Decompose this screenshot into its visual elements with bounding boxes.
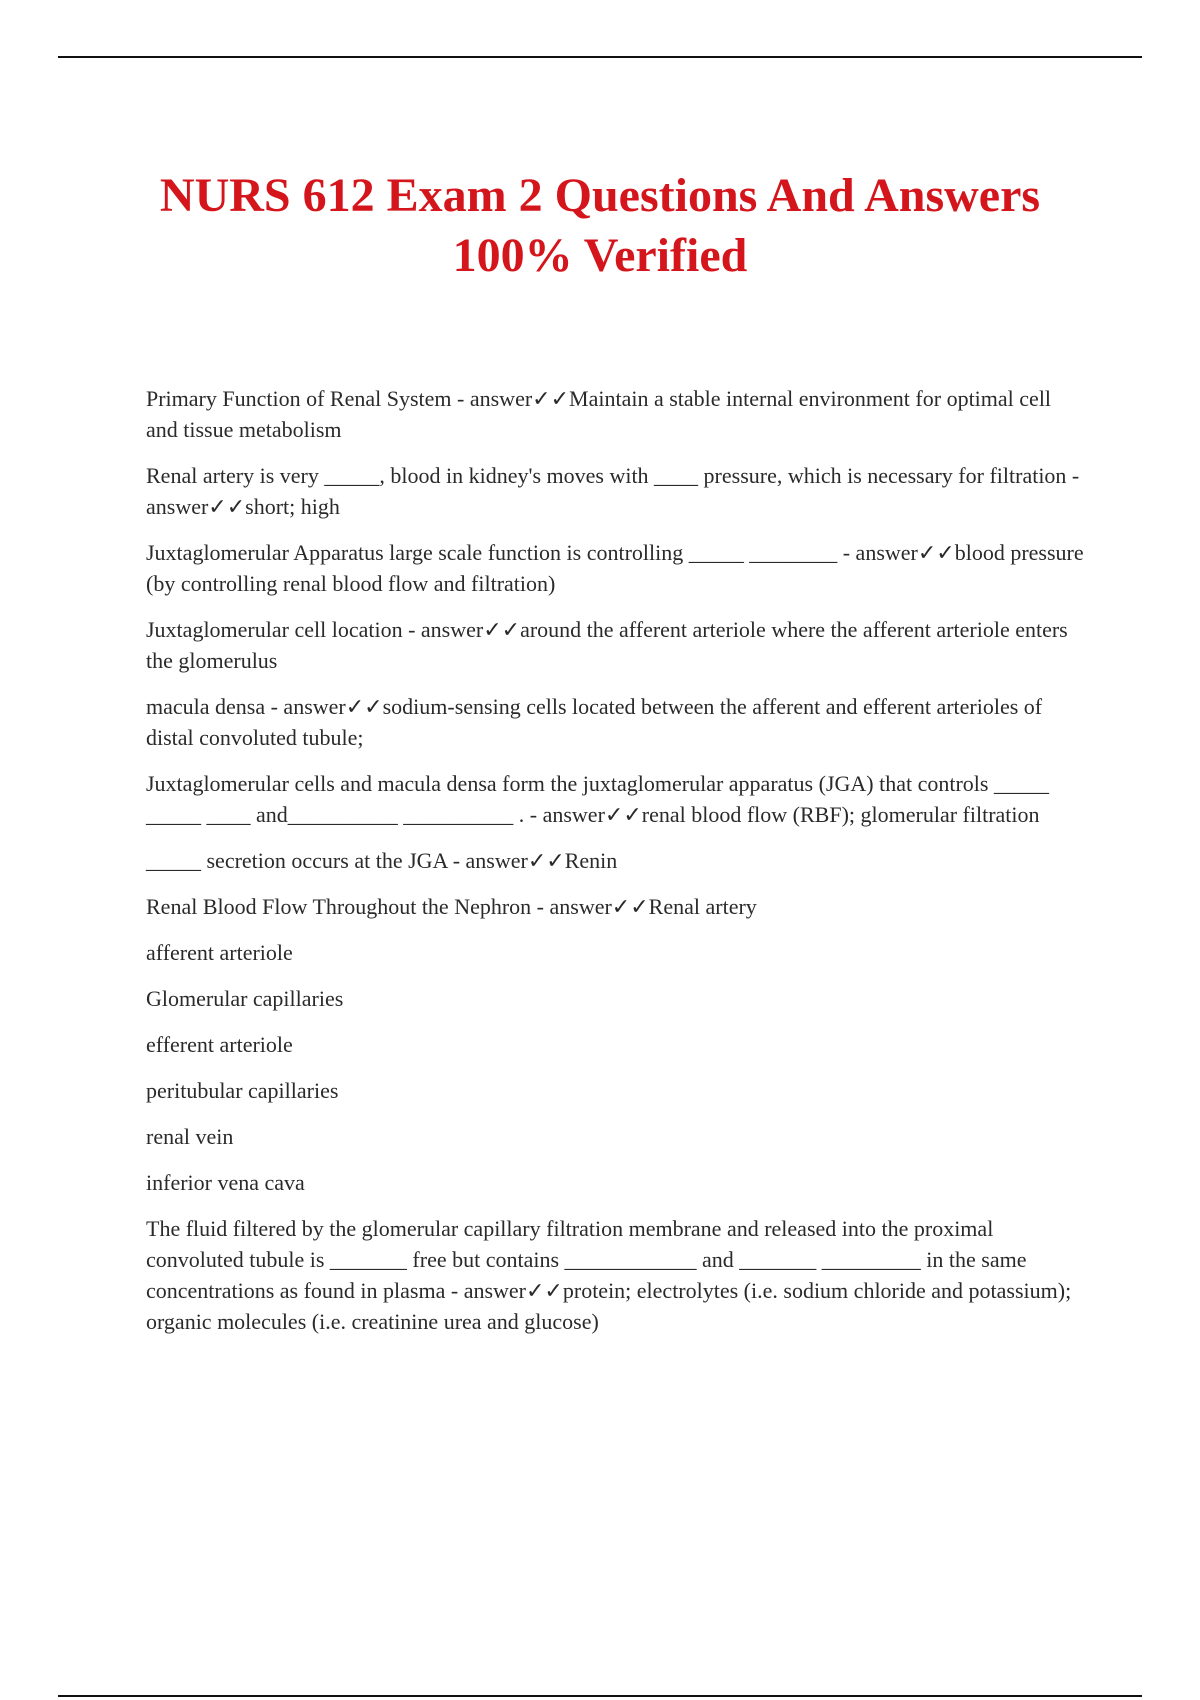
- qa-entry-4: Juxtaglomerular cell location - answer✓✓around the afferent arteriole where the afferent arteriole enters the glomerulus: [146, 617, 1068, 673]
- title-line-1: NURS 612 Exam 2 Questions And Answers: [159, 169, 1041, 222]
- flow-step-efferent-arteriole: efferent arteriole: [146, 1032, 293, 1057]
- flow-step-afferent-arteriole: afferent arteriole: [146, 940, 293, 965]
- qa-entry-7: _____ secretion occurs at the JGA - answer✓✓Renin: [146, 848, 618, 873]
- flow-step-renal-vein: renal vein: [146, 1124, 234, 1149]
- qa-entry-3: Juxtaglomerular Apparatus large scale function is controlling _____ ________ - answer✓✓blood pressure (by controlling renal blood flow and filtration): [146, 540, 1084, 596]
- top-rule: [58, 56, 1142, 58]
- qa-entry-6: Juxtaglomerular cells and macula densa form the juxtaglomerular apparatus (JGA) that controls _____ _____ ____ and__________ __________ . - answer✓✓renal blood flow (RBF); glomerular filtration: [146, 771, 1049, 827]
- flow-step-glomerular-capillaries: Glomerular capillaries: [146, 986, 344, 1011]
- qa-content: [146, 383, 1086, 1352]
- qa-entry-8: Renal Blood Flow Throughout the Nephron - answer✓✓Renal artery: [146, 894, 757, 919]
- flow-step-inferior-vena-cava: inferior vena cava: [146, 1170, 305, 1195]
- title-line-2: 100% Verified: [452, 229, 748, 282]
- qa-entry-2: Renal artery is very _____, blood in kidney's moves with ____ pressure, which is necessary for filtration - answer✓✓short; high: [146, 463, 1080, 519]
- document-title: [100, 166, 1100, 286]
- qa-entry-9: The fluid filtered by the glomerular capillary filtration membrane and released into the proximal convoluted tubule is _______ free but contains ____________ and _______ _________ in the same concentrations as found in plasma - answer✓✓protein; electrolytes (i.e. sodium chloride and potassium); organic molecules (i.e. creatinine urea and glucose): [146, 1216, 1072, 1334]
- qa-entry-5: macula densa - answer✓✓sodium-sensing cells located between the afferent and efferent arterioles of distal convoluted tubule;: [146, 694, 1043, 750]
- bottom-rule: [58, 1695, 1142, 1697]
- flow-step-peritubular-capillaries: peritubular capillaries: [146, 1078, 339, 1103]
- qa-entry-1: Primary Function of Renal System - answer✓✓Maintain a stable internal environment for optimal cell and tissue metabolism: [146, 386, 1052, 442]
